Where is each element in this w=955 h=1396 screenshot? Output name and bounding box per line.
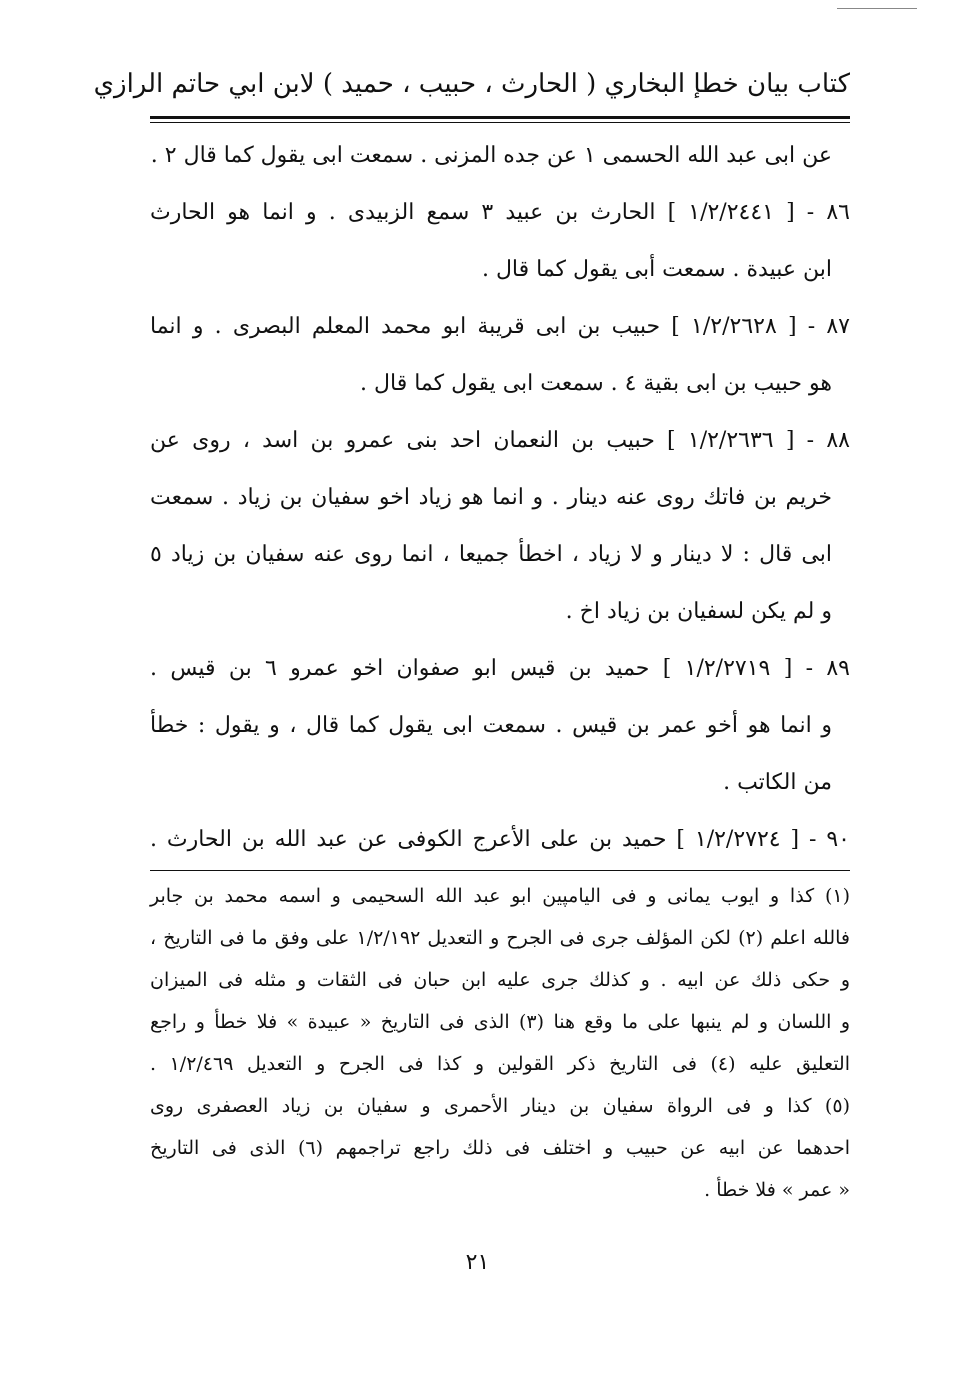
header-rule-thin	[150, 122, 850, 123]
footnotes	[150, 875, 850, 1211]
footnote-line: التعليق عليه (٤) فى التاريخ ذكر القولين و كذا فى الجرح و التعديل ١/٢/٤٦٩ .	[150, 1053, 850, 1075]
body-text	[150, 127, 850, 868]
body-line: خريم بن فاتك روى عنه دينار . و انما هو زياد اخو سفيان بن زياد . سمعت	[150, 485, 832, 510]
body-line: ٨٩ - [ ١/٢/٢٧١٩ ] حميد بن قيس ابو صفوان اخو عمرو ٦ بن قيس .	[150, 656, 850, 681]
page-number: ٢١	[465, 1250, 490, 1275]
footnote-line: (٥) كذا و فى الرواة سفيان بن دينار الأحمرى و سفيان بن زياد العصفرى روى	[150, 1095, 850, 1117]
body-line: هو حبيب بن ابى بقية ٤ . سمعت ابى يقول كما قال .	[360, 371, 832, 396]
footnote-line: و حكى ذلك عن ابيه . و كذلك جرى عليه ابن حبان فى الثقات و مثله فى الميزان	[150, 969, 850, 991]
body-line: و انما هو أخو عمر بن قيس . سمعت ابى يقول كما قال ، و يقول : خطأ	[150, 713, 832, 738]
footnote-line: « عمر » فلا خطأ .	[704, 1179, 850, 1201]
body-line: ٨٧ - [ ١/٢/٢٦٢٨ ] حبيب بن ابى قريبة ابو محمد المعلم البصرى . و انما	[150, 314, 850, 339]
top-edge-mark	[837, 8, 917, 9]
footnote-line: (١) كذا و ايوب يمانى و فى اليامپين ابو عبد الله السحيمى و اسمه محمد بن جابر	[150, 885, 850, 907]
footnote-line: احدهما عن ابيه عن حبيب و اختلف فى ذلك راجع تراجمهم (٦) الذى فى التاريخ	[150, 1137, 850, 1159]
body-line: من الكاتب .	[723, 770, 832, 795]
body-line: ٨٦ - [ ١/٢/٢٤٤١ ] الحارث بن عبيد ٣ سمع الزبيدى . و انما هو الحارث	[150, 200, 850, 225]
body-line: ابى قال : لا دينار و لا زياد ، اخطأ جميعا ، انما روى عنه سفيان بن زياد ٥	[150, 542, 832, 567]
body-line: ابن عبيدة . سمعت أبى يقول كما قال .	[481, 257, 832, 282]
body-line: و لم يكن لسفيان بن زياد اخ .	[565, 599, 832, 624]
page-content	[93, 58, 850, 1211]
footnote-separator	[150, 870, 850, 871]
body-line: ٩٠ - [ ١/٢/٢٧٢٤ ] حميد بن على الأعرج الكوفى عن عبد الله بن الحارث .	[150, 827, 850, 852]
body-line: ٨٨ - [ ١/٢/٢٦٣٦ ] حبيب بن النعمان احد بنى عمرو بن اسد ، روى عن	[150, 428, 850, 453]
body-line: عن ابى عبد الله الحسمى ١ عن جده المزنى . سمعت ابى يقول كما قال ٢ .	[150, 143, 832, 168]
footnote-line: فالله اعلم (٢) لكن المؤلف جرى فى الجرح و التعديل ١/٢/١٩٢ على وفق ما فى التاريخ ،	[150, 927, 850, 949]
header-rule	[150, 116, 850, 119]
running-header: كتاب بيان خطإ البخاري ( الحارث ، حبيب ، حميد ) لابن ابي حاتم الرازي	[93, 69, 850, 99]
footnote-line: و اللسان و لم ينبها على ما وقع هنا (٣) الذى فى التاريخ « عبيدة » فلا خطأ و راجع	[150, 1011, 850, 1033]
